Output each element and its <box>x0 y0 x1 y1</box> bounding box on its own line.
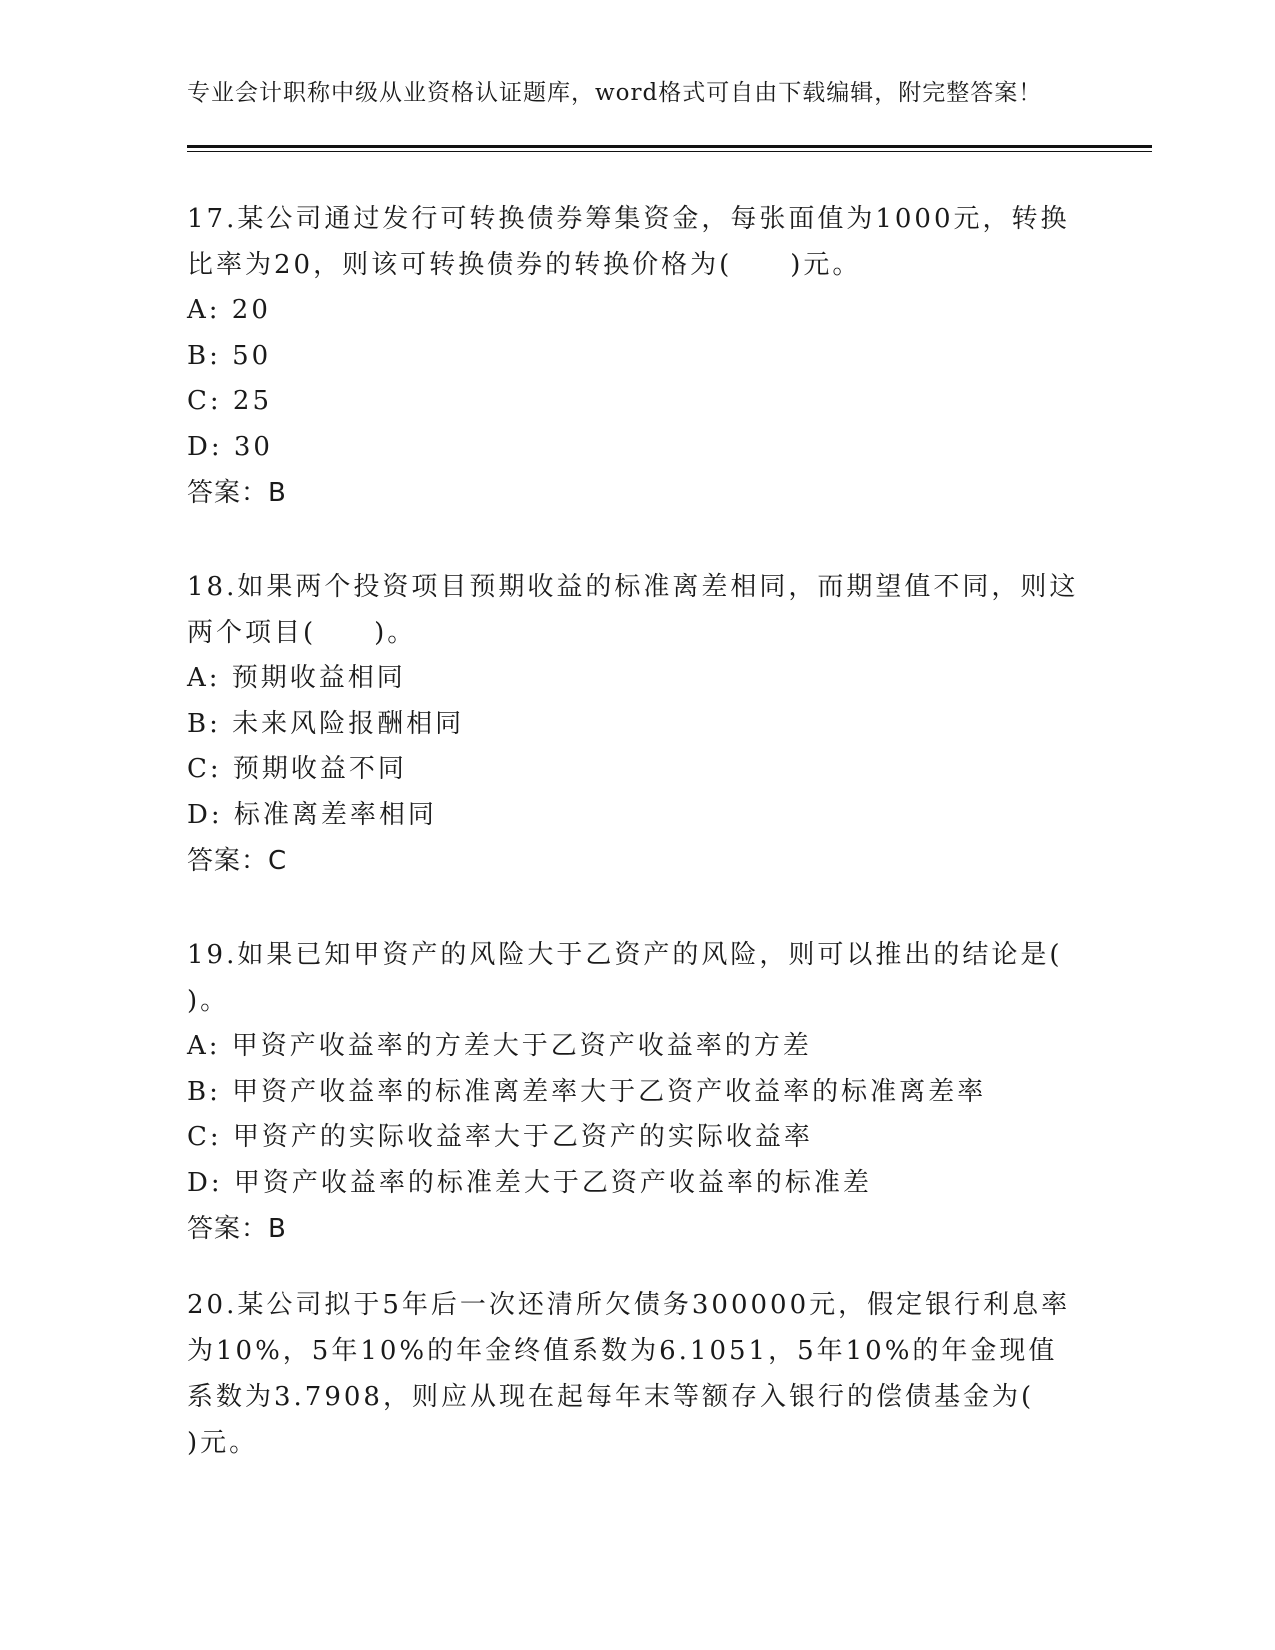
option-c: C: 25 <box>187 386 273 416</box>
option-a: A: 预期收益相同 <box>187 663 406 693</box>
question-text-line: 两个项目( )。 <box>187 618 417 648</box>
question-19 <box>187 932 1087 1252</box>
answer: 答案：B <box>187 1214 287 1244</box>
option-b: B: 甲资产收益率的标准离差率大于乙资产收益率的标准离差率 <box>187 1076 987 1107</box>
option-c: C: 预期收益不同 <box>187 754 407 784</box>
option-c: C: 甲资产的实际收益率大于乙资产的实际收益率 <box>187 1122 813 1152</box>
header-rule-thin <box>187 151 1152 152</box>
option-b: B: 未来风险报酬相同 <box>187 708 465 739</box>
option-a: A: 甲资产收益率的方差大于乙资产收益率的方差 <box>187 1031 812 1061</box>
question-text-line: 比率为20，则该可转换债券的转换价格为( )元。 <box>187 250 862 280</box>
header-rule-thick <box>187 145 1152 148</box>
option-d: D: 标准离差率相同 <box>187 799 437 830</box>
question-text-line: 系数为3.7908，则应从现在起每年末等额存入银行的偿债基金为( <box>187 1382 1035 1412</box>
question-text-line: 18.如果两个投资项目预期收益的标准离差相同，而期望值不同，则这 <box>187 572 1079 602</box>
question-text-line: 20.某公司拟于5年后一次还清所欠债务300000元，假定银行利息率 <box>187 1290 1071 1320</box>
option-d: D: 30 <box>187 431 273 462</box>
question-text-line: 17.某公司通过发行可转换债券筹集资金，每张面值为1000元，转换 <box>187 204 1070 234</box>
question-17 <box>187 196 1087 516</box>
page-header: 专业会计职称中级从业资格认证题库，word格式可自由下载编辑，附完整答案！ <box>187 80 1043 106</box>
answer: 答案：C <box>187 846 288 876</box>
option-d: D: 甲资产收益率的标准差大于乙资产收益率的标准差 <box>187 1167 872 1198</box>
question-20 <box>187 1282 1087 1466</box>
option-a: A: 20 <box>187 295 271 325</box>
question-text-line: 19.如果已知甲资产的风险大于乙资产的风险，则可以推出的结论是( <box>187 940 1063 970</box>
option-b: B: 50 <box>187 340 272 371</box>
question-text-line: 为10%，5年10%的年金终值系数为6.1051，5年10%的年金现值 <box>187 1336 1058 1366</box>
question-18 <box>187 564 1087 884</box>
question-text-line: )元。 <box>187 1428 259 1458</box>
question-text-line: )。 <box>187 986 230 1016</box>
answer: 答案：B <box>187 478 287 508</box>
